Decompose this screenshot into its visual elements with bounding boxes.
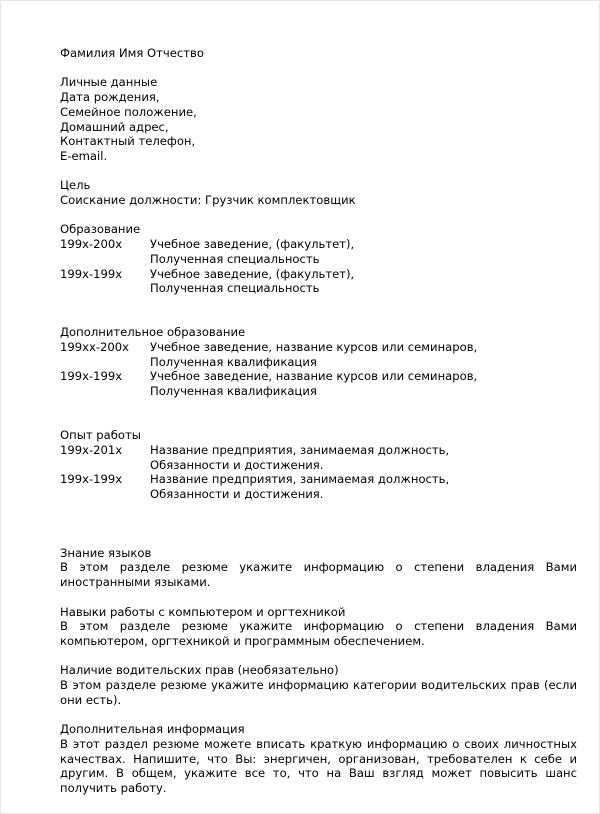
goal-heading: Цель — [60, 178, 91, 193]
additional-info-section — [60, 722, 577, 796]
education-entry — [60, 267, 577, 296]
entry-line: Обязанности и достижения. — [150, 457, 324, 472]
additional-education-heading: Дополнительное образование — [60, 325, 246, 340]
entry-line: Полученная квалификация — [150, 354, 317, 369]
additional-education-section — [60, 325, 577, 399]
entry-description — [150, 369, 477, 398]
personal-line-address: Домашний адрес, — [60, 119, 169, 134]
entry-date: 199xx-200x — [60, 340, 130, 354]
experience-entry — [60, 472, 577, 501]
education-heading: Образование — [60, 222, 141, 237]
entry-description — [150, 340, 477, 369]
experience-entry — [60, 443, 577, 472]
entry-line: Учебное заведение, (факультет), — [150, 237, 355, 252]
entry-line: Учебное заведение, (факультет), — [150, 266, 355, 281]
full-name: Фамилия Имя Отчество — [60, 46, 204, 60]
entry-line: Название предприятия, занимаемая должность, — [150, 472, 450, 487]
entry-description — [150, 237, 354, 266]
driver-license-section — [60, 663, 577, 707]
personal-line-email: E-email. — [60, 148, 108, 163]
entry-date: 199x-199x — [60, 266, 123, 281]
personal-line-marital-status: Семейное положение, — [60, 104, 197, 119]
entry-line: Учебное заведение, название курсов или семинаров, — [150, 340, 478, 354]
personal-data-heading: Личные данные — [60, 75, 158, 90]
personal-data-section — [60, 75, 577, 163]
education-section — [60, 222, 577, 296]
experience-section — [60, 428, 577, 502]
personal-line-birthdate: Дата рождения, — [60, 90, 160, 105]
entry-line: Обязанности и достижения. — [150, 487, 324, 502]
entry-description — [150, 443, 449, 472]
entry-date: 199x-200x — [60, 237, 123, 252]
resume-content — [60, 46, 577, 796]
driver-license-text: В этом разделе резюме укажите информацию категории водительских прав (если они есть). — [60, 678, 577, 707]
additional-education-entry — [60, 369, 577, 398]
languages-section — [60, 546, 577, 590]
entry-line: Учебное заведение, название курсов или семинаров, — [150, 369, 478, 384]
additional-info-text: В этот раздел резюме можете вписать краткую информацию о своих личностных качествах. Напишите, что Вы: энергичен, организован, требователен к себе и другим. В общем, укажите все то, что на Ваш взгляд может повысить шанс получить работу. — [60, 736, 577, 795]
additional-info-heading: Дополнительная информация — [60, 722, 245, 737]
driver-license-heading: Наличие водительских прав (необязательно) — [60, 663, 339, 678]
computer-skills-text: В этом разделе резюме укажите информацию о степени владения Вами компьютером, оргтехникой и программным обеспечением. — [60, 619, 577, 648]
personal-line-phone: Контактный телефон, — [60, 134, 196, 149]
computer-skills-heading: Навыки работы с компьютером и оргтехникой — [60, 604, 346, 619]
computer-skills-section — [60, 605, 577, 649]
entry-line: Название предприятия, занимаемая должность, — [150, 442, 450, 457]
goal-text: Соискание должности: Грузчик комплектовщик — [60, 193, 356, 207]
entry-date: 199x-199x — [60, 369, 123, 384]
entry-description — [150, 472, 449, 501]
entry-line: Полученная специальность — [150, 251, 320, 266]
entry-date: 199x-199x — [60, 472, 123, 487]
entry-line: Полученная квалификация — [150, 384, 317, 399]
entry-date: 199x-201x — [60, 442, 123, 457]
languages-heading: Знание языков — [60, 545, 152, 560]
experience-heading: Опыт работы — [60, 428, 141, 443]
additional-education-entry — [60, 340, 577, 369]
education-entry — [60, 237, 577, 266]
goal-section — [60, 178, 577, 207]
entry-line: Полученная специальность — [150, 281, 320, 296]
languages-text: В этом разделе резюме укажите информацию о степени владения Вами иностранными языками. — [60, 560, 577, 590]
entry-description — [150, 267, 354, 296]
